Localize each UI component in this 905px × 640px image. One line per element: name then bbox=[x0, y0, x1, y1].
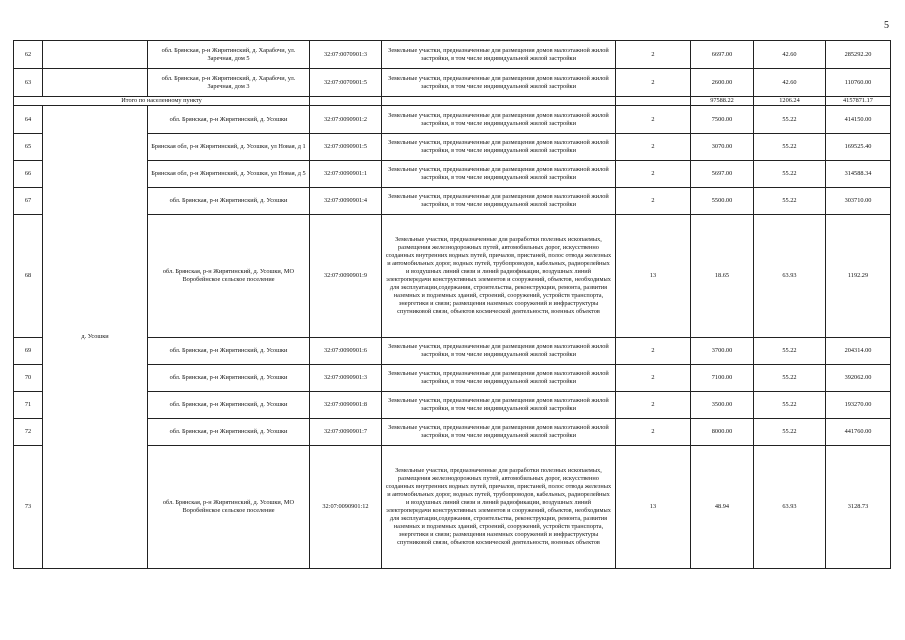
area-value: 2600.00 bbox=[691, 69, 754, 97]
land-use-cell: Земельные участки, предназначенные для размещения домов малоэтажной жилой застройки, в том числе индивидуальной жилой застройки bbox=[382, 106, 616, 134]
area-value: 5697.00 bbox=[691, 161, 754, 188]
cadastral-number: 32:07:0090901:9 bbox=[310, 215, 382, 338]
category-code: 2 bbox=[616, 188, 691, 215]
category-code: 2 bbox=[616, 365, 691, 392]
price-value: 42.60 bbox=[754, 41, 826, 69]
address-cell: Брянская обл, р-н Жирятинский, д. Усошки, ул Новая, д 5 bbox=[148, 161, 310, 188]
land-use-cell: Земельные участки, предназначенные для размещения домов малоэтажной жилой застройки, в том числе индивидуальной жилой застройки bbox=[382, 134, 616, 161]
locality-cell bbox=[43, 41, 148, 69]
address-cell: Брянская обл, р-н Жирятинский, д. Усошки, ул Новая, д 1 bbox=[148, 134, 310, 161]
cadastral-value: 1192.29 bbox=[826, 215, 891, 338]
land-use-cell: Земельные участки, предназначенные для размещения домов малоэтажной жилой застройки, в том числе индивидуальной жилой застройки bbox=[382, 161, 616, 188]
cadastral-number: 32:07:0090901:4 bbox=[310, 188, 382, 215]
subtotal-area: 97588.22 bbox=[691, 97, 754, 106]
area-value: 8000.00 bbox=[691, 419, 754, 446]
address-cell: обл. Брянская, р-н Жирятинский, д. Усошки bbox=[148, 365, 310, 392]
price-value: 55.22 bbox=[754, 106, 826, 134]
locality-cell bbox=[43, 69, 148, 97]
land-use-cell: Земельные участки, предназначенные для размещения домов малоэтажной жилой застройки, в том числе индивидуальной жилой застройки bbox=[382, 419, 616, 446]
price-value: 42.60 bbox=[754, 69, 826, 97]
cadastral-value: 3128.73 bbox=[826, 446, 891, 569]
cadastral-value: 169525.40 bbox=[826, 134, 891, 161]
cadastral-number: 32:07:0090901:12 bbox=[310, 446, 382, 569]
row-number: 62 bbox=[14, 41, 43, 69]
cadastral-value: 303710.00 bbox=[826, 188, 891, 215]
row-number: 69 bbox=[14, 338, 43, 365]
category-code: 2 bbox=[616, 338, 691, 365]
page-number: 5 bbox=[884, 20, 889, 31]
land-use-cell: Земельные участки, предназначенные для разработки полезных ископаемых, размещения железнодорожных путей, автомобильных дорог, искусственно созданных внутренних водных путей, причалов, пристаней, полос отвода железных и автомобильных дорог, водных путей, трубопроводов, кабельных, радиорелейных и воздушных линий связи и линий радиофикации, воздушных линий электропередачи конструктивных элементов и сооружений, объектов, необходимых для эксплуатации,содержания, строительства, реконструкции, ремонта, развития наземных и подземных зданий, строений, сооружений, устройств транспорта, энергетики и связи; размещения наземных сооружений и инфраструктуры спутниковой связи, объектов космической деятельности, военных объектов bbox=[382, 215, 616, 338]
price-value: 55.22 bbox=[754, 161, 826, 188]
subtotal-label: Итого по населенному пункту bbox=[14, 97, 310, 106]
subtotal-value: 4157871.17 bbox=[826, 97, 891, 106]
cadastral-value: 204314.00 bbox=[826, 338, 891, 365]
row-number: 71 bbox=[14, 392, 43, 419]
row-number: 64 bbox=[14, 106, 43, 134]
row-number: 66 bbox=[14, 161, 43, 188]
area-value: 7500.00 bbox=[691, 106, 754, 134]
cadastral-number: 32:07:0070901:3 bbox=[310, 41, 382, 69]
subtotal-row bbox=[14, 97, 891, 106]
cadastral-number: 32:07:0090901:3 bbox=[310, 365, 382, 392]
category-code: 2 bbox=[616, 106, 691, 134]
row-number: 73 bbox=[14, 446, 43, 569]
address-cell: обл. Брянская, р-н Жирятинский, д. Харабочи, ул. Заречная, дом 3 bbox=[148, 69, 310, 97]
category-code: 2 bbox=[616, 419, 691, 446]
address-cell: обл. Брянская, р-н Жирятинский, д. Усошки bbox=[148, 392, 310, 419]
cadastral-number: 32:07:0090901:6 bbox=[310, 338, 382, 365]
cadastral-number: 32:07:0090901:1 bbox=[310, 161, 382, 188]
category-code: 2 bbox=[616, 161, 691, 188]
area-value: 3700.00 bbox=[691, 338, 754, 365]
cadastral-number: 32:07:0090901:8 bbox=[310, 392, 382, 419]
address-cell: обл. Брянская, р-н Жирятинский, д. Усошки bbox=[148, 419, 310, 446]
price-value: 55.22 bbox=[754, 134, 826, 161]
row-number: 63 bbox=[14, 69, 43, 97]
address-cell: обл. Брянская, р-н Жирятинский, д. Усошки, МО Воробейнское сельское поселение bbox=[148, 215, 310, 338]
cadastral-value: 193270.00 bbox=[826, 392, 891, 419]
cadastral-number: 32:07:0070901:5 bbox=[310, 69, 382, 97]
table-body bbox=[14, 41, 891, 569]
category-code: 13 bbox=[616, 215, 691, 338]
table-row bbox=[14, 106, 891, 134]
cadastral-value: 314588.34 bbox=[826, 161, 891, 188]
land-use-cell: Земельные участки, предназначенные для размещения домов малоэтажной жилой застройки, в том числе индивидуальной жилой застройки bbox=[382, 69, 616, 97]
cadastral-value: 414150.00 bbox=[826, 106, 891, 134]
area-value: 18.65 bbox=[691, 215, 754, 338]
area-value: 5500.00 bbox=[691, 188, 754, 215]
area-value: 48.94 bbox=[691, 446, 754, 569]
row-number: 65 bbox=[14, 134, 43, 161]
land-use-cell: Земельные участки, предназначенные для размещения домов малоэтажной жилой застройки, в том числе индивидуальной жилой застройки bbox=[382, 188, 616, 215]
cadastral-number: 32:07:0090901:7 bbox=[310, 419, 382, 446]
subtotal-empty bbox=[310, 97, 382, 106]
locality-name: д. Усошки bbox=[43, 106, 148, 569]
table-row bbox=[14, 41, 891, 69]
category-code: 13 bbox=[616, 446, 691, 569]
price-value: 63.93 bbox=[754, 215, 826, 338]
cadastral-value: 441760.00 bbox=[826, 419, 891, 446]
land-use-cell: Земельные участки, предназначенные для размещения домов малоэтажной жилой застройки, в том числе индивидуальной жилой застройки bbox=[382, 41, 616, 69]
row-number: 72 bbox=[14, 419, 43, 446]
price-value: 63.93 bbox=[754, 446, 826, 569]
address-cell: обл. Брянская, р-н Жирятинский, д. Усошки bbox=[148, 338, 310, 365]
land-use-cell: Земельные участки, предназначенные для размещения домов малоэтажной жилой застройки, в том числе индивидуальной жилой застройки bbox=[382, 338, 616, 365]
area-value: 3070.00 bbox=[691, 134, 754, 161]
land-use-cell: Земельные участки, предназначенные для размещения домов малоэтажной жилой застройки, в том числе индивидуальной жилой застройки bbox=[382, 365, 616, 392]
address-cell: обл. Брянская, р-н Жирятинский, д. Усошки, МО Воробейнское сельское поселение bbox=[148, 446, 310, 569]
subtotal-price: 1206.24 bbox=[754, 97, 826, 106]
category-code: 2 bbox=[616, 69, 691, 97]
category-code: 2 bbox=[616, 134, 691, 161]
table-row bbox=[14, 69, 891, 97]
cadastral-value: 110760.00 bbox=[826, 69, 891, 97]
price-value: 55.22 bbox=[754, 338, 826, 365]
price-value: 55.22 bbox=[754, 365, 826, 392]
area-value: 7100.00 bbox=[691, 365, 754, 392]
land-use-cell: Земельные участки, предназначенные для размещения домов малоэтажной жилой застройки, в том числе индивидуальной жилой застройки bbox=[382, 392, 616, 419]
category-code: 2 bbox=[616, 41, 691, 69]
price-value: 55.22 bbox=[754, 419, 826, 446]
row-number: 70 bbox=[14, 365, 43, 392]
cadastral-number: 32:07:0090901:5 bbox=[310, 134, 382, 161]
address-cell: обл. Брянская, р-н Жирятинский, д. Усошки bbox=[148, 106, 310, 134]
subtotal-empty bbox=[382, 97, 616, 106]
land-use-cell: Земельные участки, предназначенные для разработки полезных ископаемых, размещения железнодорожных путей, автомобильных дорог, искусственно созданных внутренних водных путей, причалов, пристаней, полос отвода железных и автомобильных дорог, водных путей, трубопроводов, кабельных, радиорелейных и воздушных линий связи и линий радиофикации, воздушных линий электропередачи конструктивных элементов и сооружений, объектов, необходимых для эксплуатации,содержания, строительства, реконструкции, ремонта, развития наземных и подземных зданий, строений, сооружений, устройств транспорта, энергетики и связи; размещения наземных сооружений и инфраструктуры спутниковой связи, объектов космической деятельности, военных объектов bbox=[382, 446, 616, 569]
row-number: 67 bbox=[14, 188, 43, 215]
cadastral-number: 32:07:0090901:2 bbox=[310, 106, 382, 134]
price-value: 55.22 bbox=[754, 392, 826, 419]
category-code: 2 bbox=[616, 392, 691, 419]
price-value: 55.22 bbox=[754, 188, 826, 215]
address-cell: обл. Брянская, р-н Жирятинский, д. Харабочи, ул. Заречная, дом 5 bbox=[148, 41, 310, 69]
land-registry-table bbox=[13, 40, 891, 569]
address-cell: обл. Брянская, р-н Жирятинский, д. Усошки bbox=[148, 188, 310, 215]
subtotal-empty bbox=[616, 97, 691, 106]
area-value: 6697.00 bbox=[691, 41, 754, 69]
cadastral-value: 285292.20 bbox=[826, 41, 891, 69]
cadastral-value: 392062.00 bbox=[826, 365, 891, 392]
area-value: 3500.00 bbox=[691, 392, 754, 419]
row-number: 68 bbox=[14, 215, 43, 338]
